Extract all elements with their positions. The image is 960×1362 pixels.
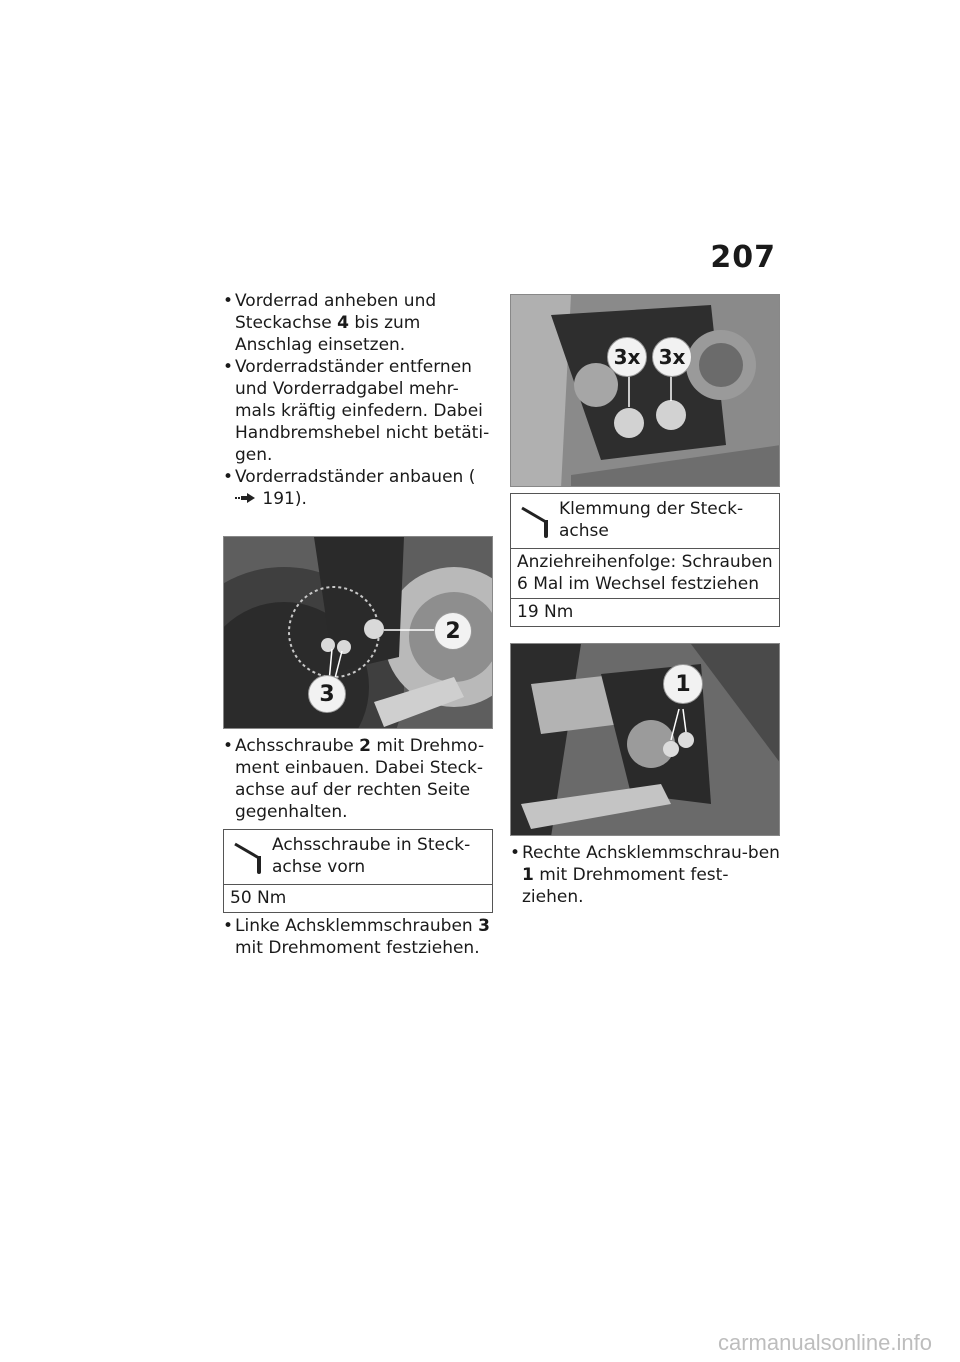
step-text-after: mit Drehmo-ment einbauen. Dabei Steck-achse auf der rechten Seite gegenhalten.	[235, 736, 485, 822]
wheel-axle-photo-left	[223, 536, 493, 729]
torque-spec-table-left	[223, 829, 493, 913]
step-ref-number: 1	[522, 865, 534, 885]
step-text-after: mit Drehmoment fest-ziehen.	[522, 865, 729, 907]
arrow-reference-icon	[235, 488, 257, 510]
step-text-after: 191).	[257, 489, 307, 509]
step-text: Rechte Achsklemmschrau-ben	[522, 843, 780, 863]
callout-label: 3	[308, 675, 346, 713]
torque-wrench-icon	[230, 834, 272, 878]
step-item	[510, 842, 780, 908]
steps-list-top	[223, 290, 493, 510]
spec-header	[511, 494, 779, 549]
step-item	[223, 466, 493, 510]
spec-title: Achsschraube in Steck-achse vorn	[272, 835, 471, 877]
callout-label: 3x	[652, 337, 692, 377]
step-text: Linke Achsklemmschrauben	[235, 916, 479, 936]
spec-note: Anziehreihenfolge: Schrauben 6 Mal im Wechsel festziehen	[511, 549, 779, 599]
step-text-after: bis zum Anschlag einsetzen.	[235, 313, 421, 355]
step-text: Vorderradständer entfernen und Vorderradgabel mehr-mals kräftig einfedern. Dabei Handbremshebel nicht betäti-gen.	[235, 357, 490, 465]
axle-clamp-photo-top	[510, 294, 780, 487]
spec-value: 50 Nm	[230, 888, 287, 908]
step-ref-number: 3	[478, 916, 490, 936]
step-text: Achsschraube	[235, 736, 360, 756]
torque-wrench-icon	[517, 498, 559, 542]
spec-value: 19 Nm	[517, 602, 574, 622]
steps-list-middle	[223, 735, 493, 823]
step-item	[223, 356, 493, 466]
steps-list-bottom	[223, 915, 493, 959]
step-item	[223, 915, 493, 959]
step-ref-number: 2	[359, 736, 371, 756]
right-column	[510, 294, 780, 908]
torque-spec-table-right	[510, 493, 780, 627]
step-text-after: mit Drehmoment festziehen.	[235, 938, 480, 958]
watermark: carmanualsonline.info	[717, 1330, 932, 1355]
callout-label: 3x	[607, 337, 647, 377]
step-text: Vorderrad anheben und Steckachse	[235, 291, 437, 333]
page-number: 207	[710, 240, 776, 275]
step-item	[223, 735, 493, 823]
step-text: Vorderradständer anbauen (	[235, 467, 476, 487]
axle-clamp-photo-bottom	[510, 643, 780, 836]
callout-label: 2	[434, 612, 472, 650]
step-item	[223, 290, 493, 356]
callout-label: 1	[663, 664, 703, 704]
step-ref-number: 4	[337, 313, 349, 333]
spec-title: Klemmung der Steck-achse	[559, 499, 744, 541]
left-column	[223, 290, 493, 959]
spec-header	[224, 830, 492, 885]
steps-list-right	[510, 842, 780, 908]
